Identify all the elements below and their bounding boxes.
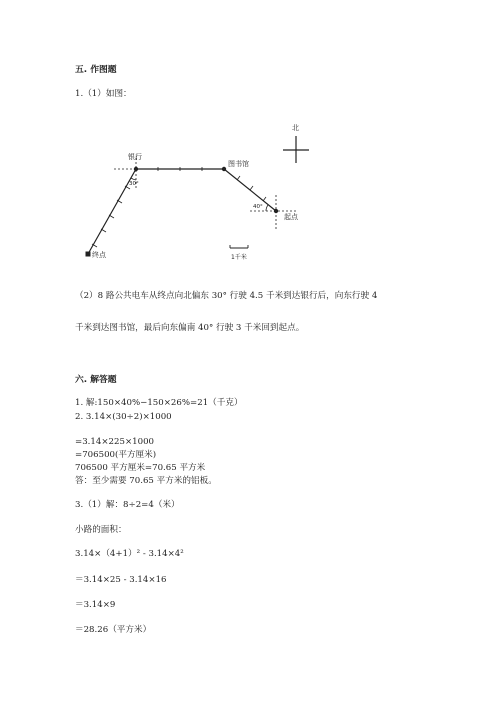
question-1-part2-line2: 千米到达图书馆，最后向东偏南 40° 行驶 3 千米回到起点。	[75, 323, 305, 333]
scale-bar	[230, 245, 248, 248]
answer-line: ＝3.14×9	[75, 600, 116, 610]
start-label: 起点	[284, 213, 298, 221]
answer-line: 小路的面积：	[75, 525, 127, 535]
angle-30-label: 30°	[129, 181, 139, 187]
question-1-label: 1.（1）如图：	[75, 89, 132, 99]
section-6-heading: 六. 解答题	[75, 375, 117, 385]
north-label: 北	[292, 124, 299, 132]
library-point	[222, 167, 226, 171]
route-tick-marks	[92, 167, 266, 247]
answer-line: ＝3.14×25 - 3.14×16	[75, 575, 167, 585]
library-label: 图书馆	[228, 160, 249, 168]
answer-line: ＝28.26（平方米）	[75, 625, 152, 635]
angle-arc-40	[266, 205, 268, 211]
scale-label: 1千米	[231, 254, 247, 261]
answer-line: =706500(平方厘米)	[75, 450, 157, 460]
answer-line: 3.14×（4+1）² - 3.14×4²	[75, 549, 184, 559]
answer-line: 2. 3.14×(30÷2)×1000	[75, 412, 172, 422]
question-1-part2-line1: （2）8 路公共电车从终点向北偏东 30° 行驶 4.5 千米到达银行后，向东行驶 4	[75, 291, 378, 301]
end-label: 终点	[92, 251, 106, 259]
angle-40-label: 40°	[253, 204, 263, 210]
angle-arc-30	[131, 178, 136, 180]
section-5-heading: 五. 作图题	[75, 65, 117, 75]
answer-line: 1. 解:150×40%−150×26%=21（千克）	[75, 398, 243, 408]
bank-point	[134, 167, 138, 171]
route-line	[88, 169, 276, 254]
answer-line: 3.（1）解：8÷2=4（米）	[75, 500, 180, 510]
bank-label: 银行	[128, 153, 142, 161]
compass-icon	[283, 136, 309, 163]
answer-line: =3.14×225×1000	[75, 437, 155, 447]
end-point	[86, 252, 91, 257]
answer-line: 706500 平方厘米=70.65 平方米	[75, 463, 206, 473]
start-point	[274, 209, 278, 213]
answer-line: 答：至少需要 70.65 平方米的铝板。	[75, 476, 217, 486]
